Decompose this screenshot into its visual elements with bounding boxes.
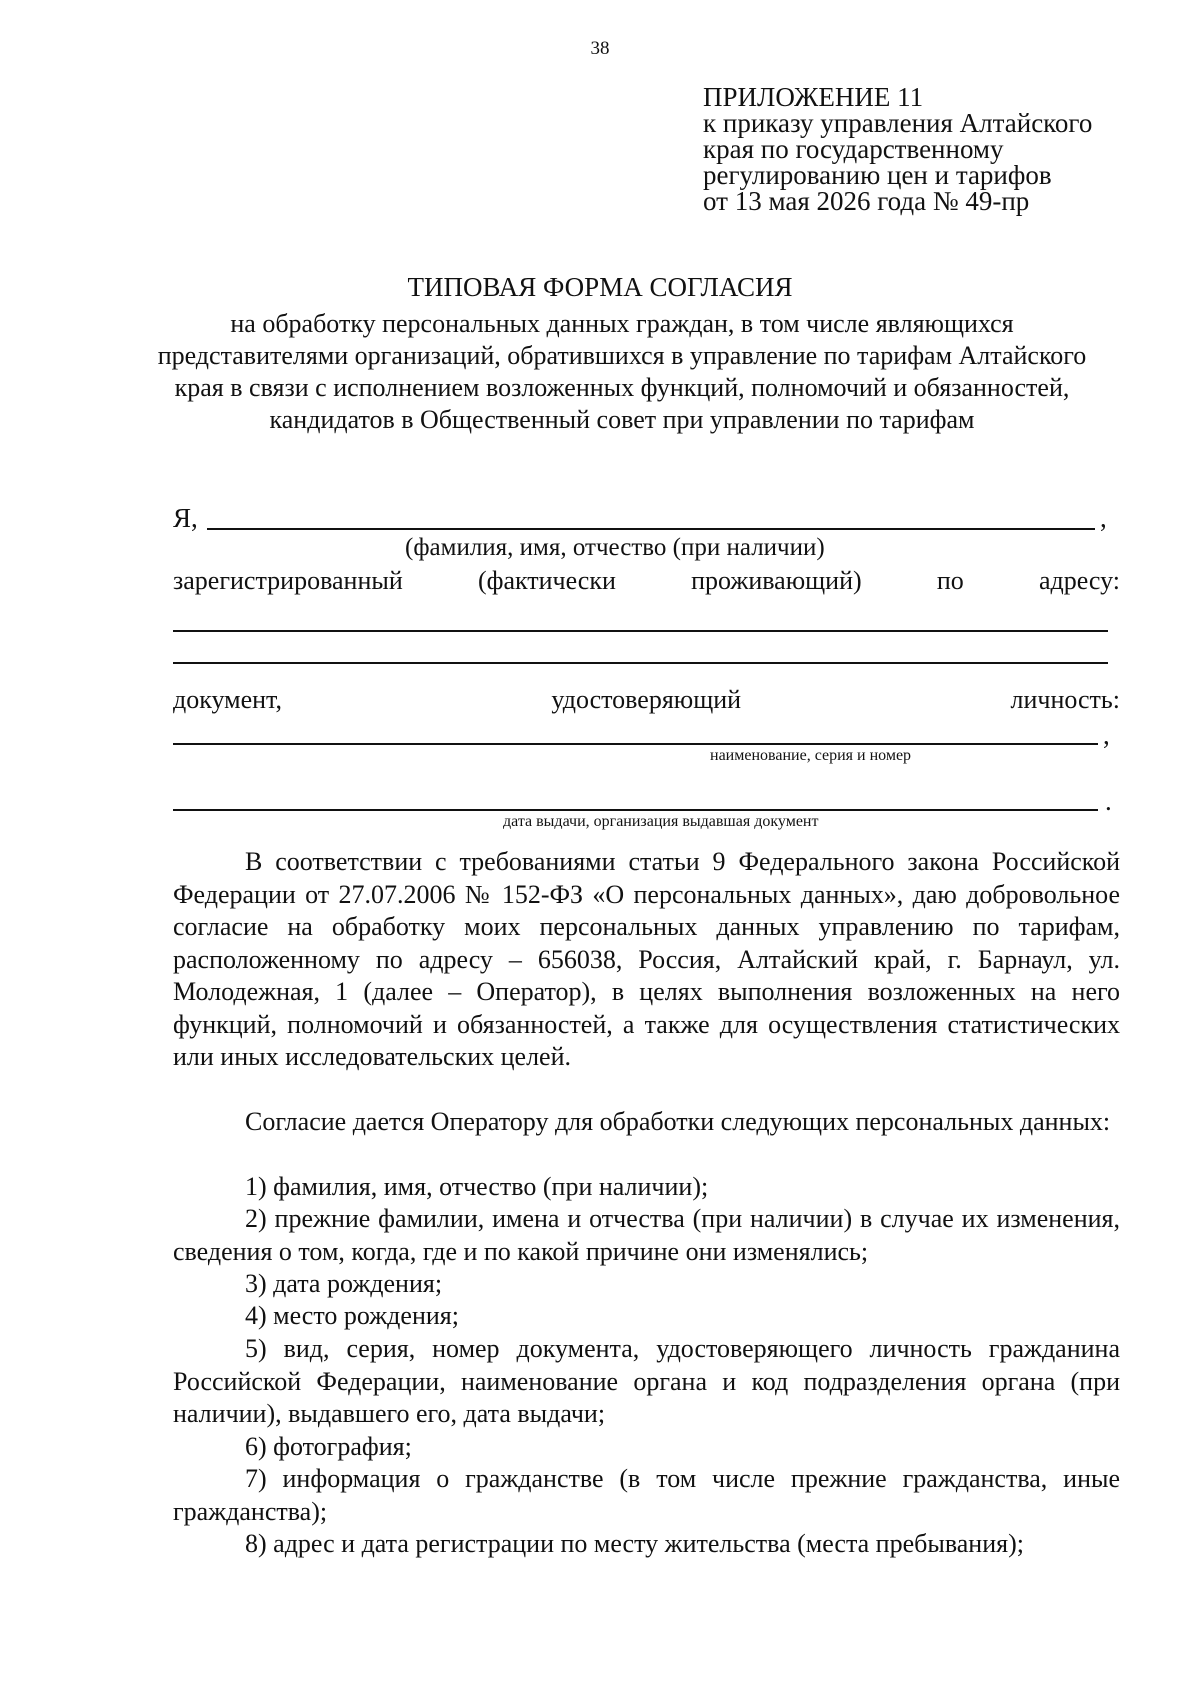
document-word: документ, [173,685,282,714]
document-label-row [173,685,1120,715]
document-subtitle: на обработку персональных данных граждан, в том числе являющихся представителями организаций, обратившихся в управление по тарифам Алтайского края в связи с исполнением возложенных функций, полномочий и обязанностей, кандидатов в Общественный совет при управлении по тарифам [157,309,1087,434]
appendix-line: к приказу управления Алтайского [703,108,1093,138]
address-word: зарегистрированный [173,566,403,595]
list-item: 1) фамилия, имя, отчество (при наличии); [245,1172,709,1201]
appendix-line: от 13 мая 2026 года № 49-пр [703,186,1030,216]
address-line-1[interactable] [173,630,1108,632]
period: . [1105,786,1112,816]
document-line[interactable] [173,743,1098,745]
fio-line[interactable] [207,528,1095,530]
address-line-2[interactable] [173,662,1108,664]
list-item: 7) информация о гражданстве (в том числе прежние гражданства, иные гражданства); [173,1464,1120,1526]
page-number: 38 [590,38,610,59]
address-label-row [173,566,1120,596]
document-title: ТИПОВАЯ ФОРМА СОГЛАСИЯ [407,272,793,302]
appendix-block [703,84,1092,214]
appendix-heading: ПРИЛОЖЕНИЕ 11 [703,82,924,112]
fio-caption: (фамилия, имя, отчество (при наличии) [405,534,825,561]
issue-caption: дата выдачи, организация выдавшая документ [503,813,819,830]
address-word: (фактически [477,566,616,595]
list-item: 8) адрес и дата регистрации по месту жительства (места пребывания); [245,1529,1024,1558]
i-label: Я, [173,503,198,533]
list-item: 3) дата рождения; [245,1269,443,1298]
address-word: адресу: [1038,566,1120,595]
list-item: 4) место рождения; [245,1301,459,1330]
consent-paragraph: В соответствии с требованиями статьи 9 Федерального закона Российской Федерации от 27.07.2006 № 152-ФЗ «О персональных данных», даю добровольное согласие на обработку моих персональных данных управлению по тарифам, расположенному по адресу – 656038, Россия, Алтайский край, г. Барнаул, ул. Молодежная, 1 (далее – Оператор), в целях выполнения возложенных на него функций, полномочий и обязанностей, а также для осуществления статистических или иных исследовательских целей. [173,847,1120,1071]
address-word: проживающий) [691,566,862,595]
appendix-line: регулированию цен и тарифов [703,160,1052,190]
list-item: 5) вид, серия, номер документа, удостоверяющего личность гражданина Российской Федерации, наименование органа и код подразделения органа (при наличии), выдавшего его, дата выдачи; [173,1334,1120,1428]
document-word: личность: [1010,685,1120,714]
address-word: по [936,566,964,595]
document-caption: наименование, серия и номер [710,747,912,764]
consent-scope-paragraph: Согласие дается Оператору для обработки следующих персональных данных: [245,1107,1111,1136]
list-item: 6) фотография; [245,1432,412,1461]
comma: , [1100,503,1107,533]
appendix-line: края по государственному [703,134,1004,164]
comma: , [1103,720,1110,750]
document-word: удостоверяющий [551,685,742,714]
list-item: 2) прежние фамилии, имена и отчества (при наличии) в случае их изменения, сведения о том, когда, где и по какой причине они изменялись; [173,1204,1120,1266]
issue-line[interactable] [173,809,1098,811]
